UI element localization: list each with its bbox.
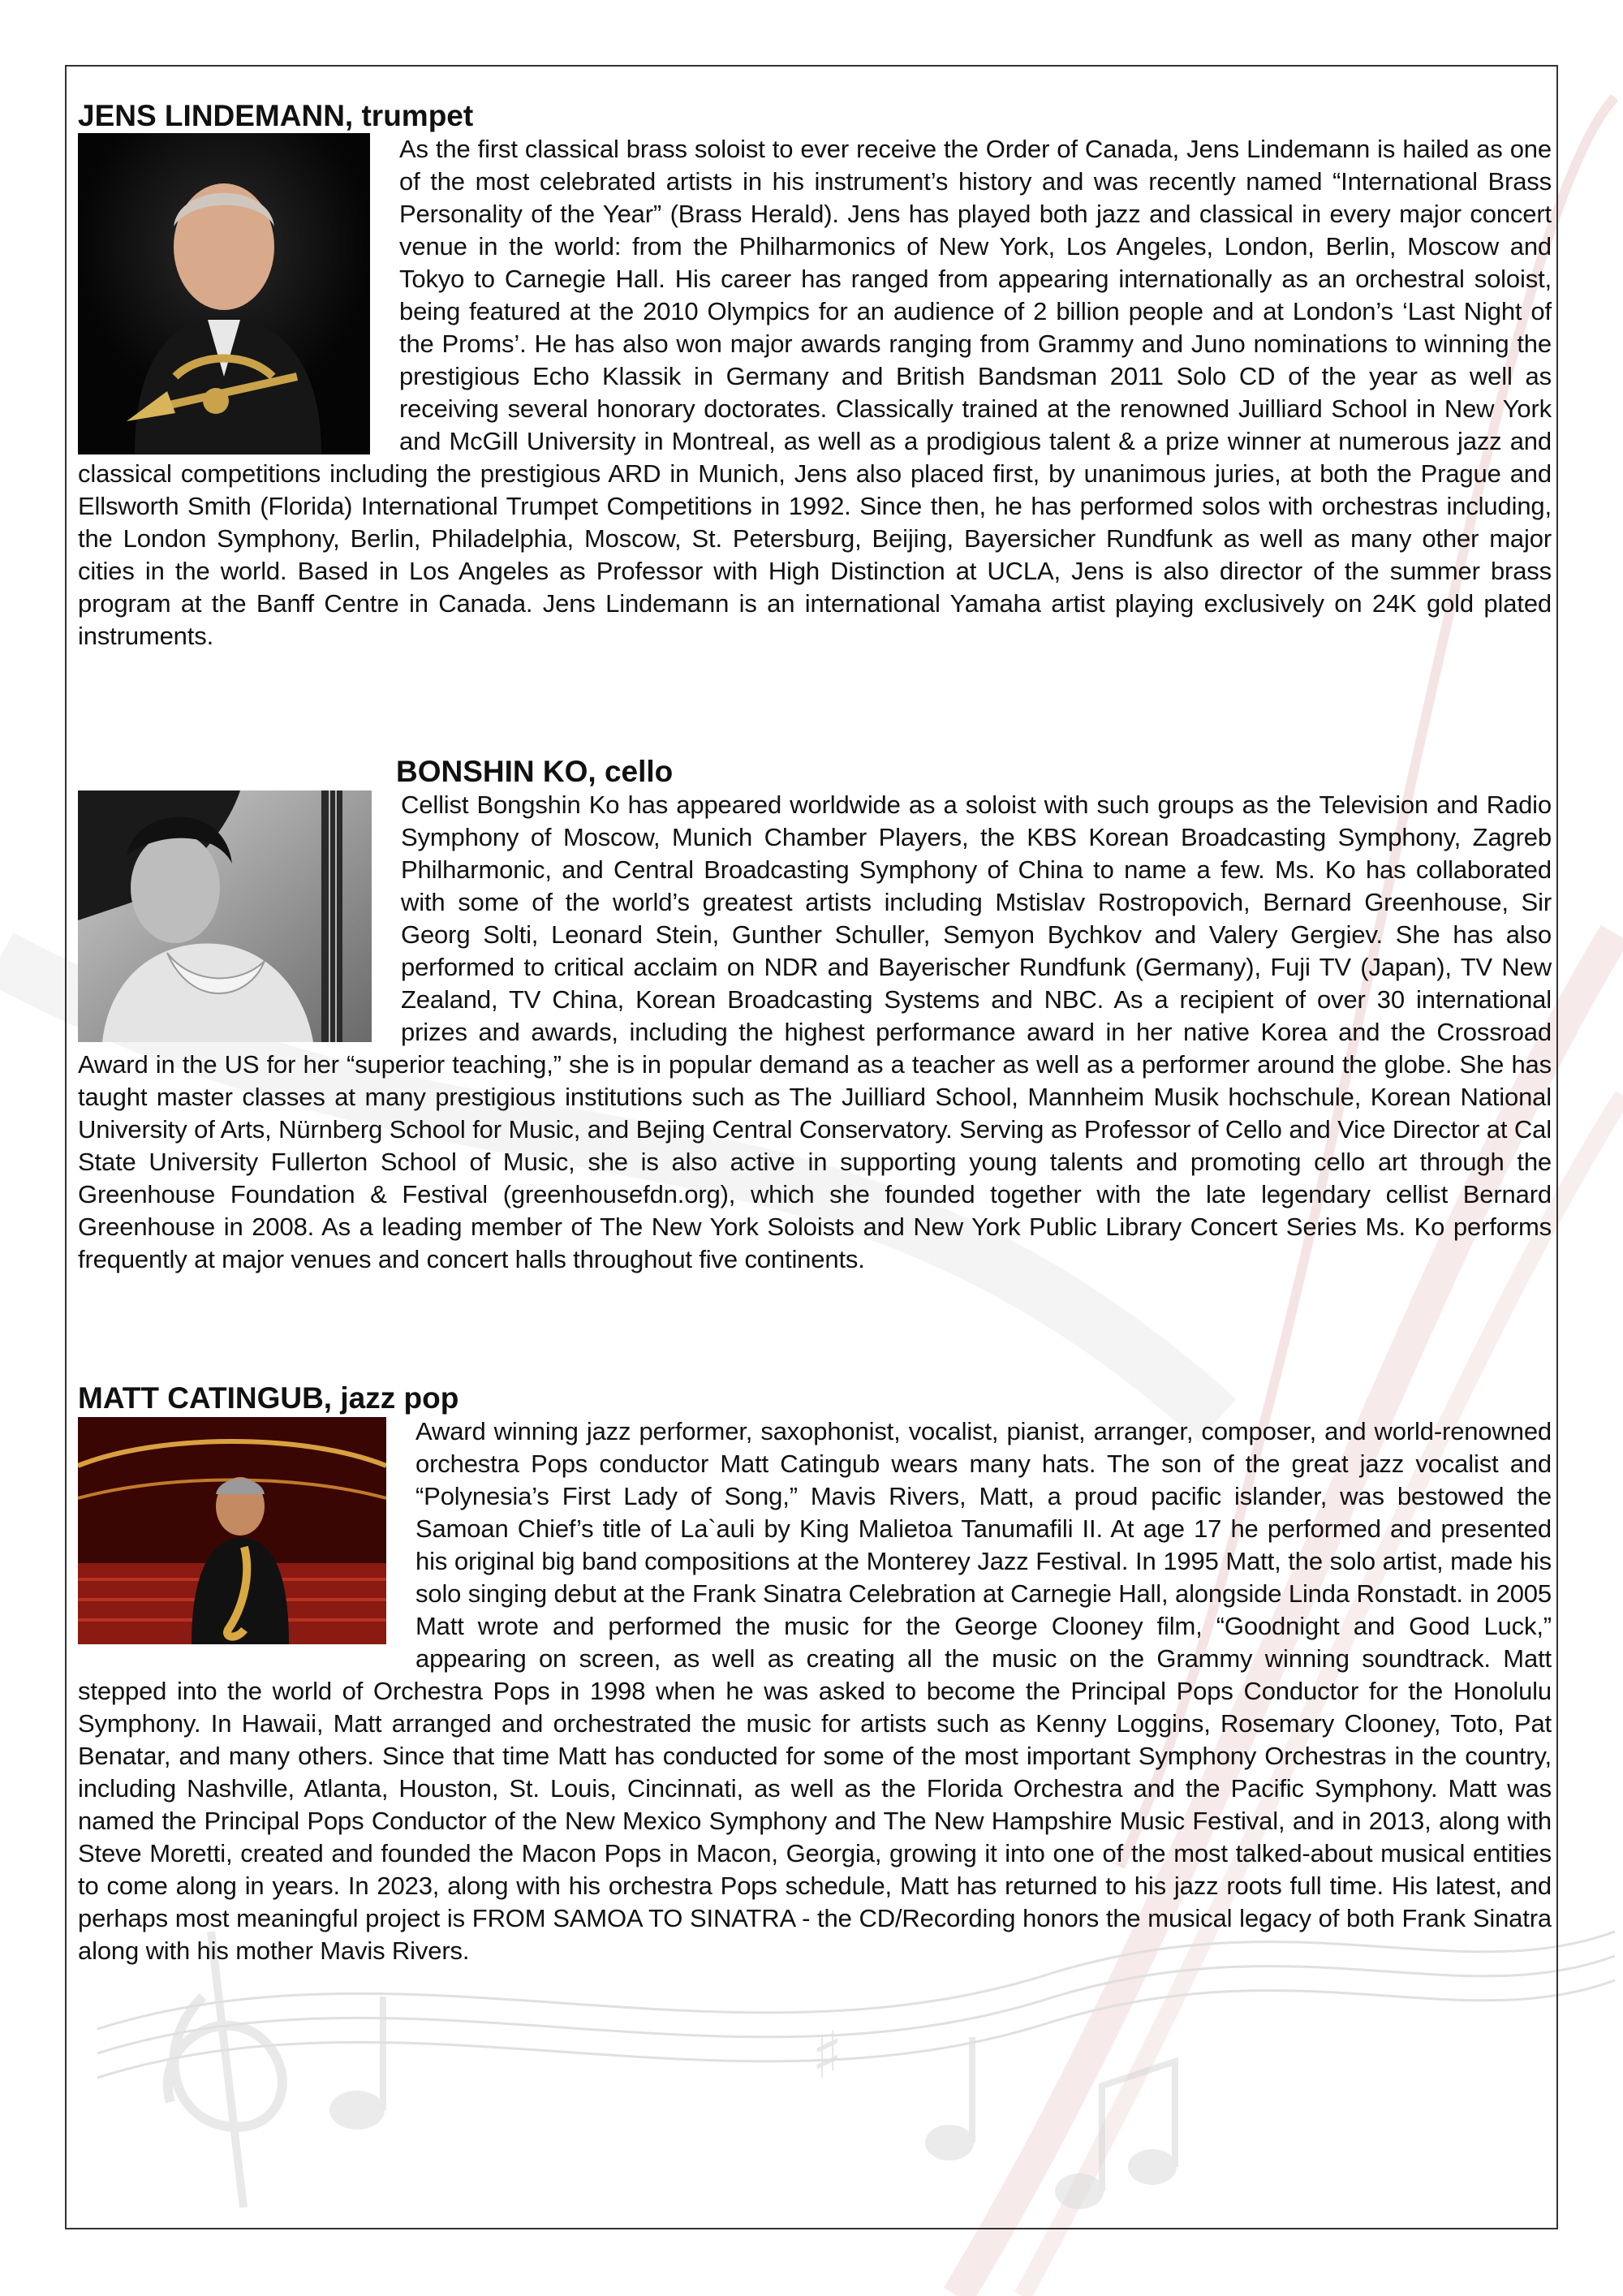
bio-heading: MATT CATINGUB, jazz pop — [78, 1381, 459, 1415]
bio-matt-catingub — [78, 1381, 1552, 1967]
portrait-woman-with-cello-icon — [78, 790, 372, 1042]
bio-heading: JENS LINDEMANN, trumpet — [78, 99, 474, 132]
svg-text:♯: ♯ — [812, 2018, 843, 2093]
bio-text: Cellist Bongshin Ko has appeared worldwide as a soloist with such groups as the Television and Radio Symphony of Moscow, Munich Chamber Players, the KBS Korean Broadcasting Symphony, Zagreb Philharmonic, and Central Broadcasting Symphony of China to name a few. Ms. Ko has collaborated with some of the world’s greatest artists including Mstislav Rostropovich, Bernard Greenhouse, Sir Georg Solti, Leonard Stein, Gunther Schuller, Semyon Bychkov and Valery Gergiev. She has also performed to critical acclaim on NDR and Bayerischer Rundfunk (Germany), Fuji TV (Japan), TV New Zealand, TV China, Korean Broadcasting Systems and NBC. As a recipient of over 30 international prizes and awards, including the highest performance award in her native Korea and the Crossroad Award in the US for her “superior teaching,” she is in popular demand as a teacher as well as a performer around the globe. She has taught master classes at many prestigious institutions such as The Juilliard School, Mannheim Musik hochschule, Korean National University of Arts, Nürnberg School for Music, and Bejing Central Conservatory. Serving as Professor of Cello and Vice Director at Cal State University Fullerton School of Music, she is also active in supporting young talents and promoting cello art through the Greenhouse Foundation & Festival (greenhousefdn.org), which she founded together with the late legendary cellist Bernard Greenhouse in 2008. As a leading member of The New York Soloists and New York Public Library Concert Series Ms. Ko performs frequently at major venues and concert halls throughout five continents. — [78, 790, 1552, 1273]
portrait-man-with-trumpet-icon — [78, 133, 370, 454]
bio-text: Award winning jazz performer, saxophonist, vocalist, pianist, arranger, composer, and world-renowned orchestra Pops conductor Matt Catingub wears many hats. The son of the great jazz vocalist and “Polynesia’s First Lady of Song,” Mavis Rivers, Matt, a proud pacific islander, was bestowed the Samoan Chief’s title of La`auli by King Malietoa Tanumafili II. At age 17 he performed and presented his original big band compositions at the Monterey Jazz Festival. In 1995 Matt, the solo artist, made his solo singing debut at the Frank Sinatra Celebration at Carnegie Hall, alongside Linda Ronstadt. in 2005 Matt wrote and performed the music for the George Clooney film, “Goodnight and Good Luck,” appearing on screen, as well as creating all the music on the Grammy winning soundtrack. Matt stepped into the world of Orchestra Pops in 1998 when he was asked to become the Principal Pops Conductor for the Honolulu Symphony. In Hawaii, Matt arranged and orchestrated the music for artists such as Kenny Loggins, Rosemary Clooney, Toto, Pat Benatar, and many others. Since that time Matt has conducted for some of the most important Symphony Orchestras in the country, including Nashville, Atlanta, Houston, St. Louis, Cincinnati, as well as the Florida Orchestra and the Pacific Symphony. Matt was named the Principal Pops Conductor of the New Mexico Symphony and The New Hampshire Music Festival, and in 2013, along with Steve Moretti, created and founded the Macon Pops in Macon, Georgia, growing it into one of the most talked-about musical entities to come along in years. In 2023, along with his orchestra Pops schedule, Matt has returned to his jazz roots full time. His latest, and perhaps most meaningful project is FROM SAMOA TO SINATRA - the CD/Recording honors the musical legacy of both Frank Sinatra along with his mother Mavis Rivers. — [78, 1417, 1552, 1965]
bio-bonshin-ko — [78, 755, 1552, 1276]
photo-bonshin-ko — [78, 790, 372, 1042]
bio-text: As the first classical brass soloist to ever receive the Order of Canada, Jens Lindemann is hailed as one of the most celebrated artists in his instrument’s history and was recently named “International Brass Personality of the Year” (Brass Herald). Jens has played both jazz and classical in every major concert venue in the world: from the Philharmonics of New York, Los Angeles, London, Berlin, Moscow and Tokyo to Carnegie Hall. His career has ranged from appearing internationally as an orchestral soloist, being featured at the 2010 Olympics for an audience of 2 billion people and at London’s ‘Last Night of the Proms’. He has also won major awards ranging from Grammy and Juno nominations to winning the prestigious Echo Klassik in Germany and British Bandsman 2011 Solo CD of the year as well as receiving several honorary doctorates. Classically trained at the renowned Juilliard School in New York and McGill University in Montreal, as well as a prodigious talent & a prize winner at numerous jazz and classical competitions including the prestigious ARD in Munich, Jens also placed first, by unanimous juries, at both the Prague and Ellsworth Smith (Florida) International Trumpet Competitions in 1992. Since then, he has performed solos with orchestras including, the London Symphony, Berlin, Philadelphia, Moscow, St. Petersburg, Beijing, Bayersicher Rundfunk as well as many other major cities in the world. Based in Los Angeles as Professor with High Distinction at UCLA, Jens is also director of the summer brass program at the Banff Centre in Canada. Jens Lindemann is an international Yamaha artist playing exclusively on 24K gold plated instruments. — [78, 135, 1552, 650]
bio-jens-lindemann — [78, 99, 1552, 653]
bio-heading: BONSHIN KO, cello — [396, 755, 674, 788]
portrait-man-with-saxophone-icon — [78, 1417, 386, 1644]
photo-matt-catingub — [78, 1417, 386, 1644]
photo-jens-lindemann — [78, 133, 370, 454]
